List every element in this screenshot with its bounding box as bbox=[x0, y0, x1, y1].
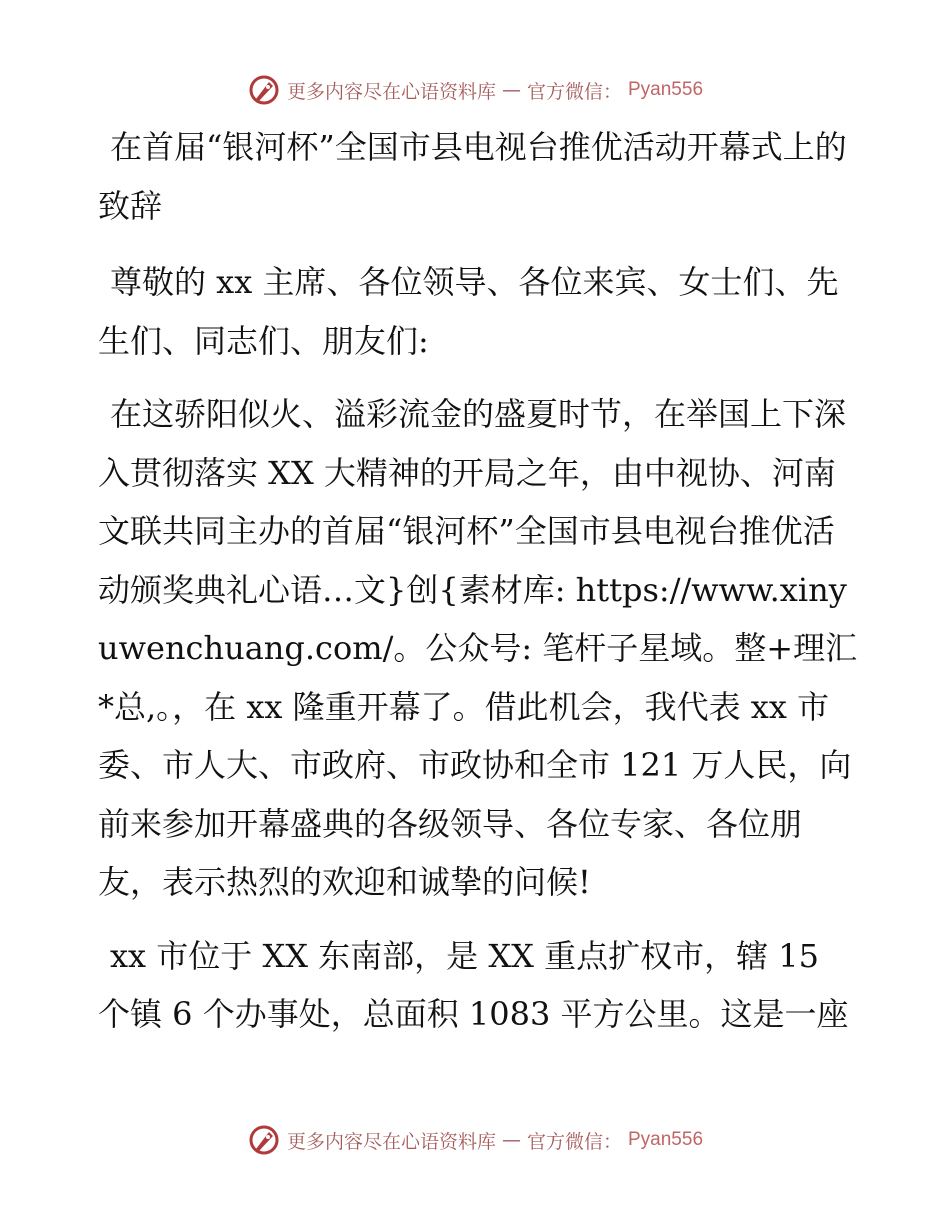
body-paragraph-1: 在这骄阳似火、溢彩流金的盛夏时节，在举国上下深入贯彻落实 XX 大精神的开局之年，由中视协、河南文联共同主办的首届“银河杯”全国市县电视台推优活动颁奖典礼心语…文}创{素材库: https://www.xinyuwenchuang.com/。公众号: 笔杆子星域。整+理汇*总,。，在 xx 隆重开幕了。借此机会，我代表 xx 市委、市人大、市政府、市政协和全市 121 万人民，向前来参加开幕盛典的各级领导、各位专家、各位朋友，表示热烈的欢迎和诚挚的问候! bbox=[98, 395, 858, 901]
header-banner bbox=[0, 70, 950, 110]
document-title: 在首届“银河杯”全国市县电视台推优活动开幕式上的致辞 bbox=[98, 128, 847, 225]
header-official-label: 官方微信： bbox=[526, 80, 622, 103]
salutation-paragraph: 尊敬的 xx 主席、各位领导、各位来宾、女士们、先生们、同志们、朋友们: bbox=[98, 263, 839, 360]
header-brand-text: 更多内容尽在心语资料库 bbox=[286, 80, 496, 103]
footer-official-label: 官方微信： bbox=[526, 1130, 622, 1153]
footer-banner-inner bbox=[247, 1123, 703, 1157]
footer-separator: — bbox=[501, 1129, 521, 1151]
footer-banner bbox=[0, 1120, 950, 1160]
header-wechat-id: Pyan556 bbox=[628, 79, 704, 100]
body-paragraph-2: xx 市位于 XX 东南部，是 XX 重点扩权市，辖 15 个镇 6 个办事处，总面积 1083 平方公里。这是一座 bbox=[98, 936, 849, 1033]
footer-brand-text: 更多内容尽在心语资料库 bbox=[286, 1130, 496, 1153]
header-separator: — bbox=[501, 79, 521, 101]
document-body bbox=[98, 118, 858, 1059]
footer-wechat-id: Pyan556 bbox=[628, 1129, 704, 1150]
header-banner-inner bbox=[247, 73, 703, 107]
pen-nib-circle-icon bbox=[247, 1123, 281, 1157]
pen-nib-circle-icon bbox=[247, 73, 281, 107]
